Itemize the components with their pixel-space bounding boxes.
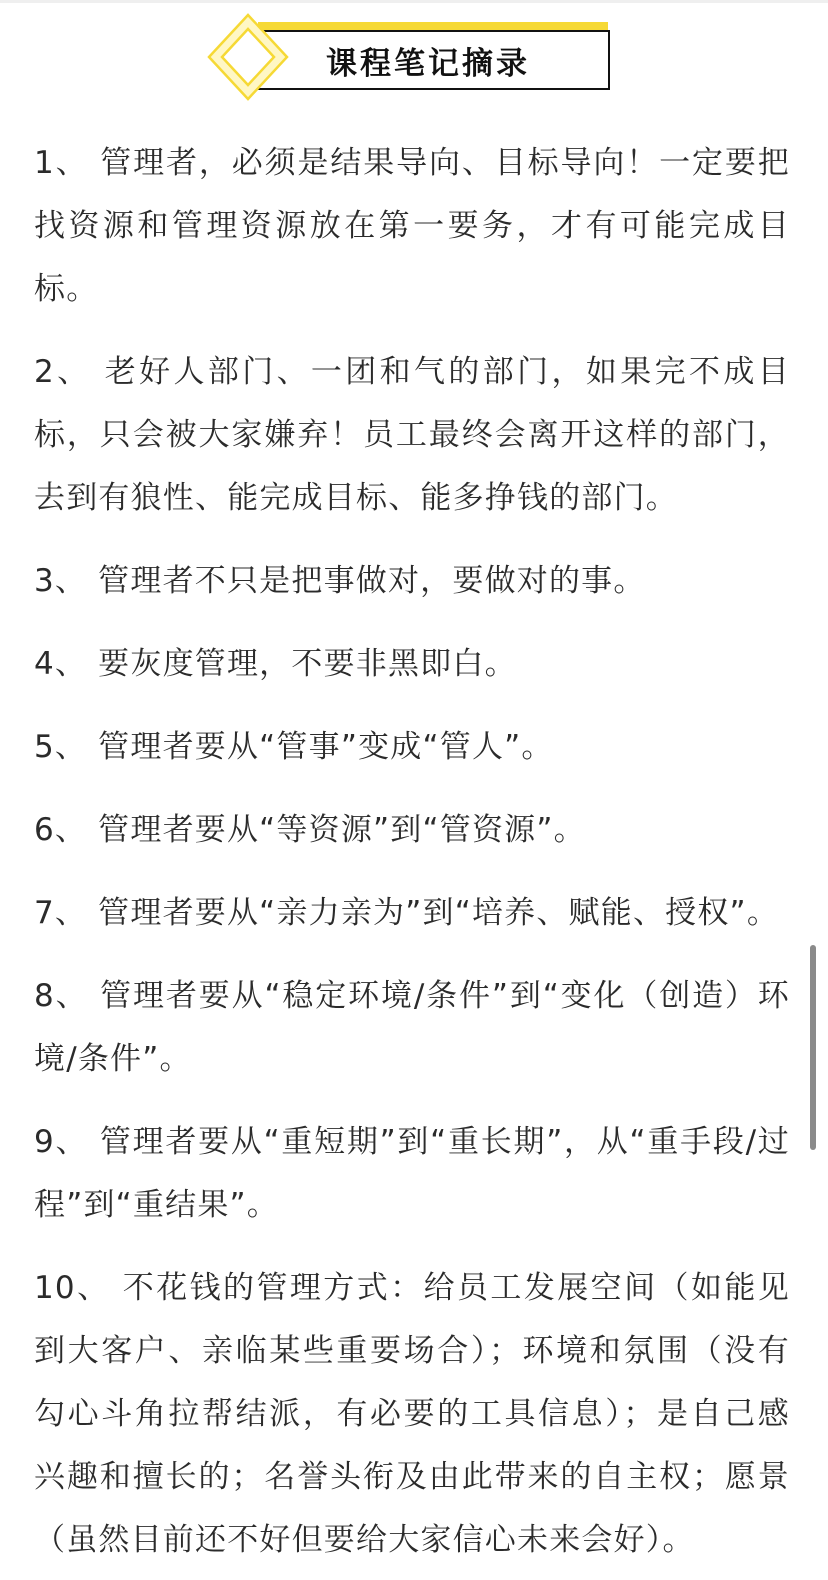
diamond-icon	[206, 12, 290, 102]
note-item-1: 1、 管理者，必须是结果导向、目标导向！一定要把找资源和管理资源放在第一要务，才有可能完成目标。	[34, 145, 790, 307]
section-title: 课程笔记摘录	[326, 45, 530, 82]
note-item-2: 2、 老好人部门、一团和气的部门，如果完不成目标，只会被大家嫌弃！员工最终会离开这样的部门，去到有狼性、能完成目标、能多挣钱的部门。	[34, 354, 790, 516]
notes-list	[34, 132, 790, 1580]
note-item-4: 4、 要灰度管理，不要非黑即白。	[34, 646, 517, 682]
note-item-5: 5、 管理者要从“管事”变成“管人”。	[34, 729, 554, 765]
note-item-8: 8、 管理者要从“稳定环境/条件”到“变化（创造）环境/条件”。	[34, 978, 790, 1077]
section-header	[0, 0, 828, 110]
note-item-7: 7、 管理者要从“亲力亲为”到“培养、赋能、授权”。	[34, 895, 780, 931]
note-item-3: 3、 管理者不只是把事做对，要做对的事。	[34, 563, 646, 599]
note-item-9: 9、 管理者要从“重短期”到“重长期”，从“重手段/过程”到“重结果”。	[34, 1124, 790, 1223]
note-item-6: 6、 管理者要从“等资源”到“管资源”。	[34, 812, 586, 848]
note-item-10: 10、 不花钱的管理方式：给员工发展空间（如能见到大客户、亲临某些重要场合）；环境和氛围（没有勾心斗角拉帮结派，有必要的工具信息）；是自己感兴趣和擅长的；名誉头衔及由此带来的自主权；愿景（虽然目前还不好但要给大家信心未来会好）。	[34, 1270, 790, 1558]
scrollbar[interactable]	[810, 945, 816, 1150]
